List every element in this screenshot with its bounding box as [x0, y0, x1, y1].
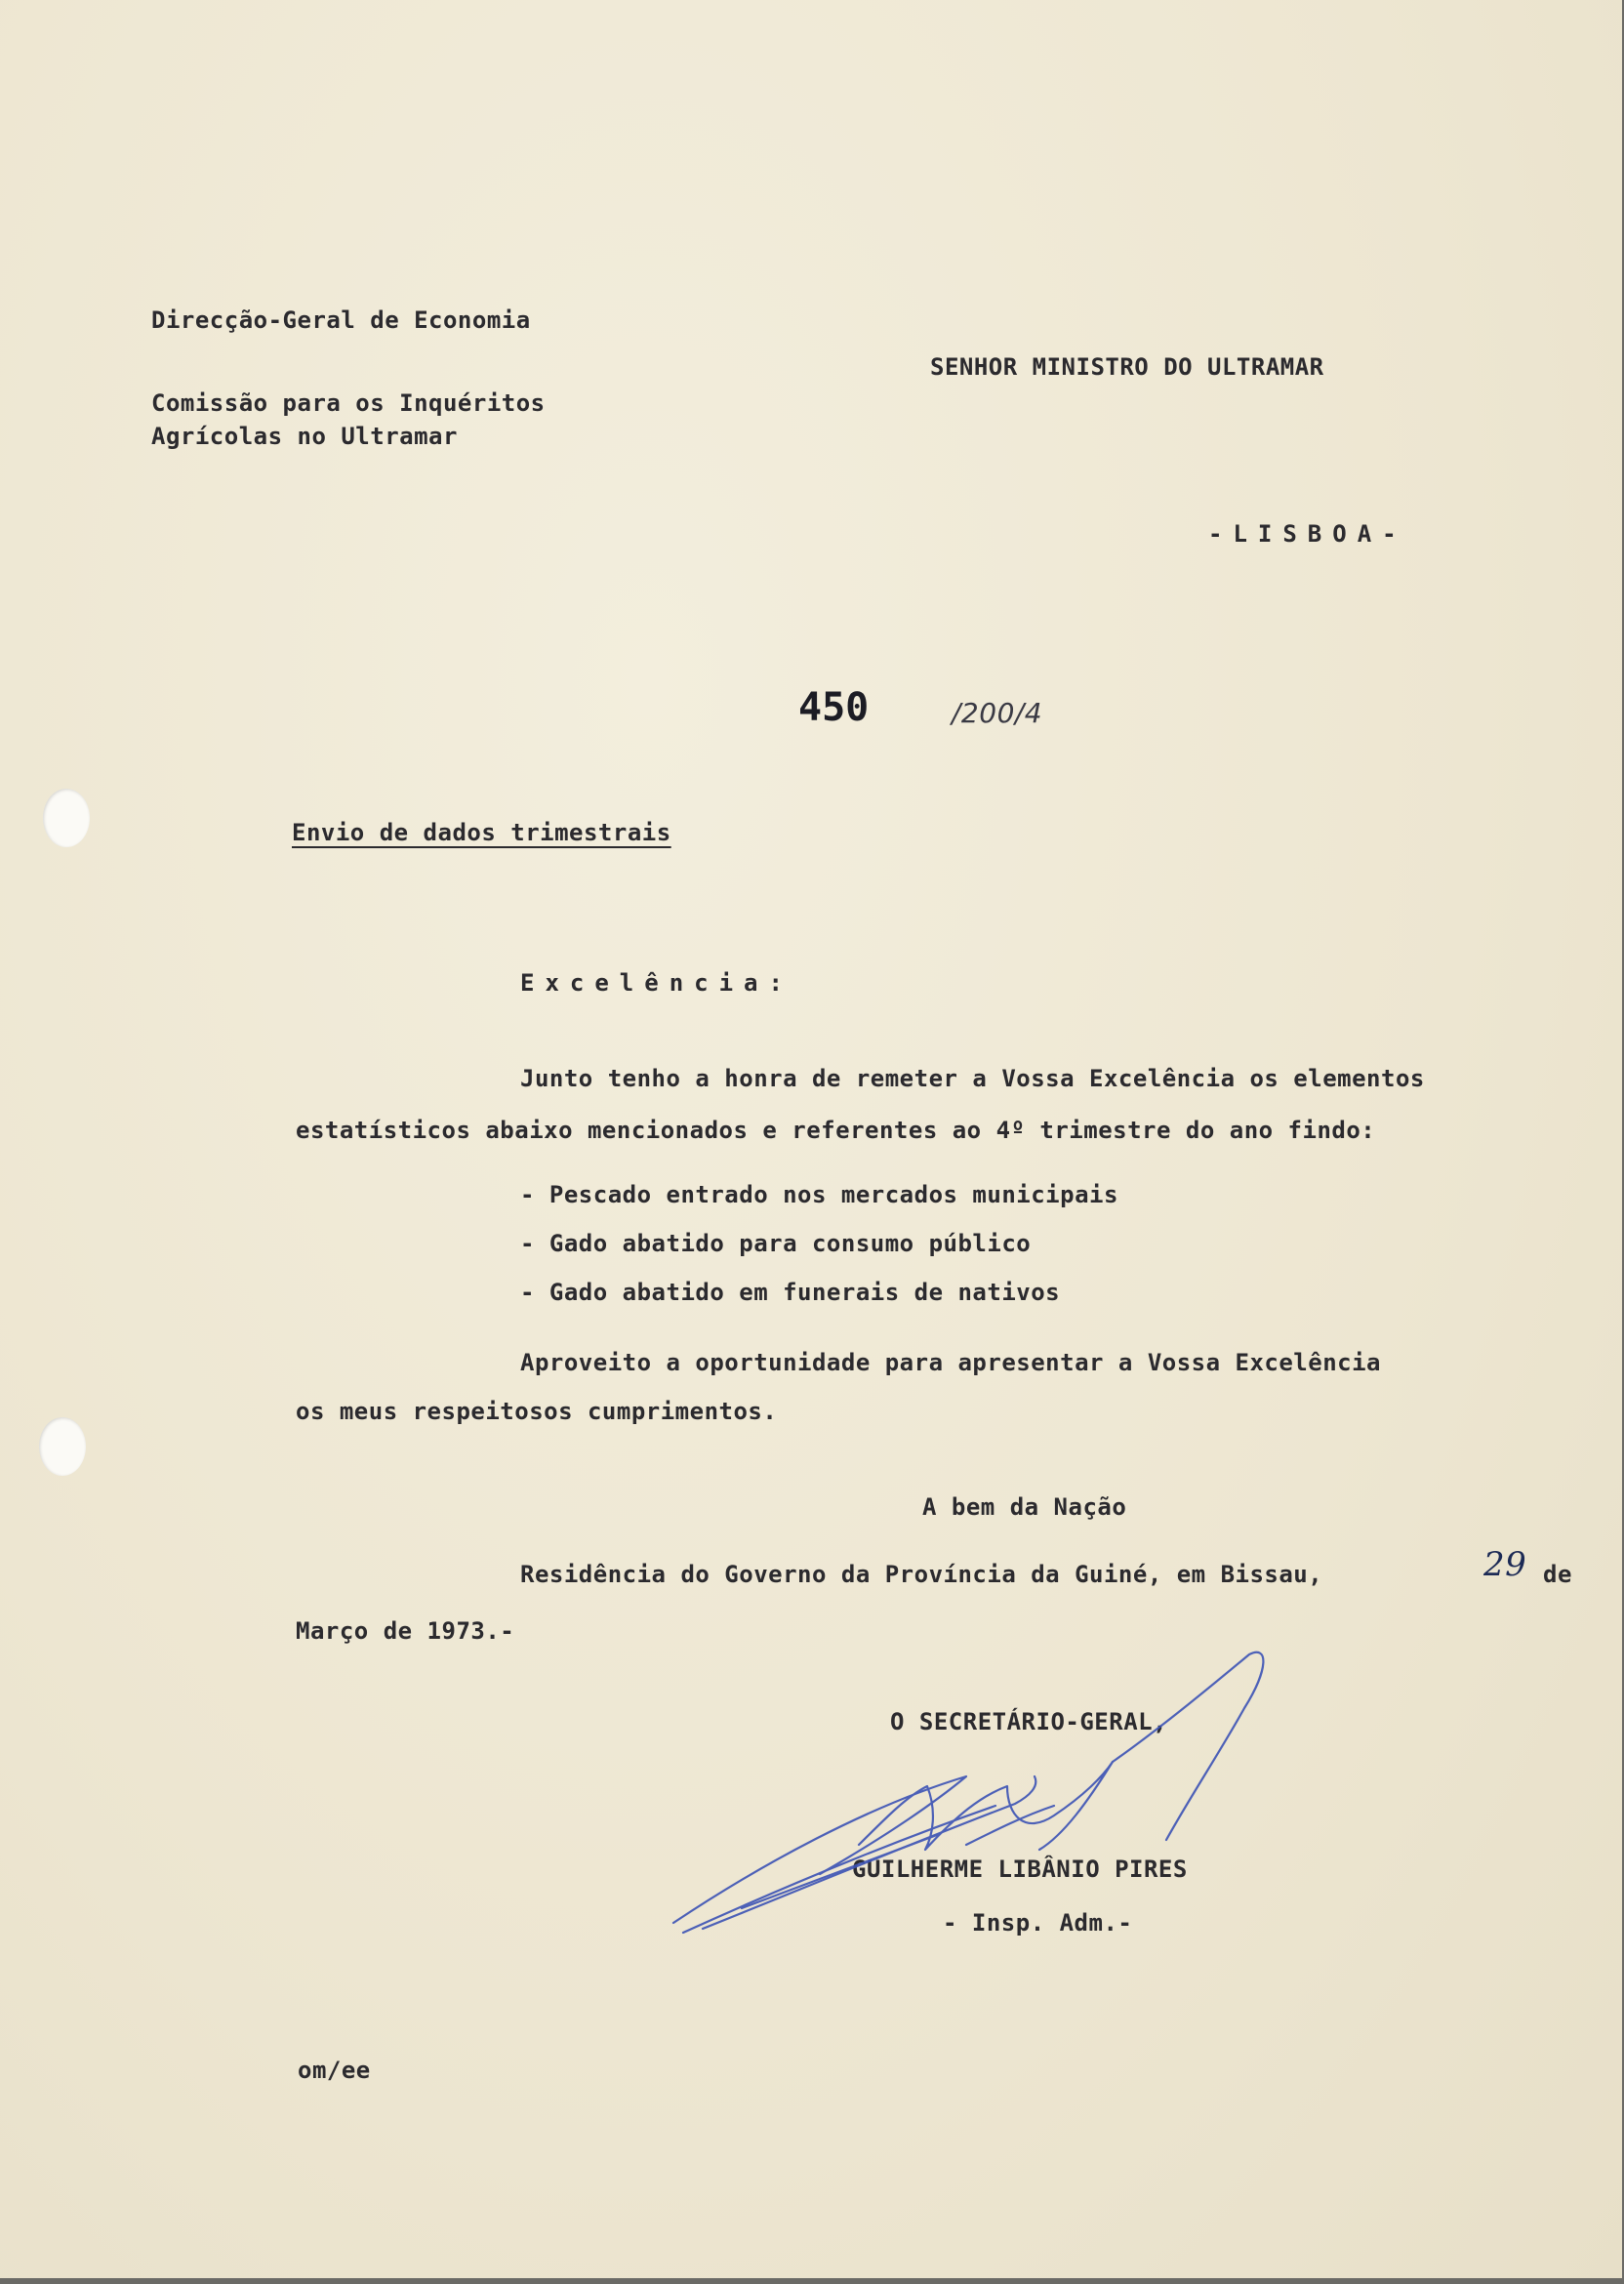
- body-closing-line2: os meus respeitosos cumprimentos.: [296, 1398, 778, 1425]
- reference-number: 450: [798, 685, 870, 730]
- signatory-role: O SECRETÁRIO-GERAL,: [890, 1708, 1168, 1735]
- addressee-title: SENHOR MINISTRO DO ULTRAMAR: [930, 353, 1324, 381]
- handwritten-day: 29: [1483, 1545, 1527, 1584]
- salutation: Excelência:: [520, 969, 793, 997]
- reference-suffix: /200/4: [952, 697, 1043, 729]
- signatory-name: GUILHERME LIBÂNIO PIRES: [852, 1856, 1188, 1883]
- sender-department: Direcção-Geral de Economia: [151, 306, 531, 334]
- sender-commission-line2: Agrícolas no Ultramar: [151, 423, 458, 450]
- subject-line: Envio de dados trimestrais: [292, 819, 671, 846]
- addressee-city: -LISBOA-: [1208, 520, 1407, 548]
- typist-initials: om/ee: [298, 2057, 371, 2084]
- body-closing-line1: Aproveito a oportunidade para apresentar a Vossa Excelência: [520, 1349, 1382, 1376]
- handwritten-signature: [644, 1640, 1327, 1972]
- list-item: - Gado abatido em funerais de nativos: [520, 1279, 1061, 1306]
- body-intro-line1: Junto tenho a honra de remeter a Vossa Excelência os elementos: [520, 1065, 1425, 1092]
- signatory-post: - Insp. Adm.-: [943, 1909, 1133, 1937]
- punch-hole-bottom: [39, 1417, 86, 1476]
- list-item: - Pescado entrado nos mercados municipais: [520, 1181, 1118, 1208]
- body-intro-line2: estatísticos abaixo mencionados e referentes ao 4º trimestre do ano findo:: [296, 1117, 1376, 1144]
- place-date-line1-end: de: [1543, 1561, 1572, 1588]
- punch-hole-top: [43, 789, 90, 847]
- place-date-line2: Março de 1973.-: [296, 1617, 515, 1645]
- sender-commission-line1: Comissão para os Inquéritos: [151, 389, 546, 417]
- list-item: - Gado abatido para consumo público: [520, 1230, 1032, 1257]
- place-date-line1: Residência do Governo da Província da Guiné, em Bissau,: [520, 1561, 1323, 1588]
- motto: A bem da Nação: [922, 1493, 1127, 1521]
